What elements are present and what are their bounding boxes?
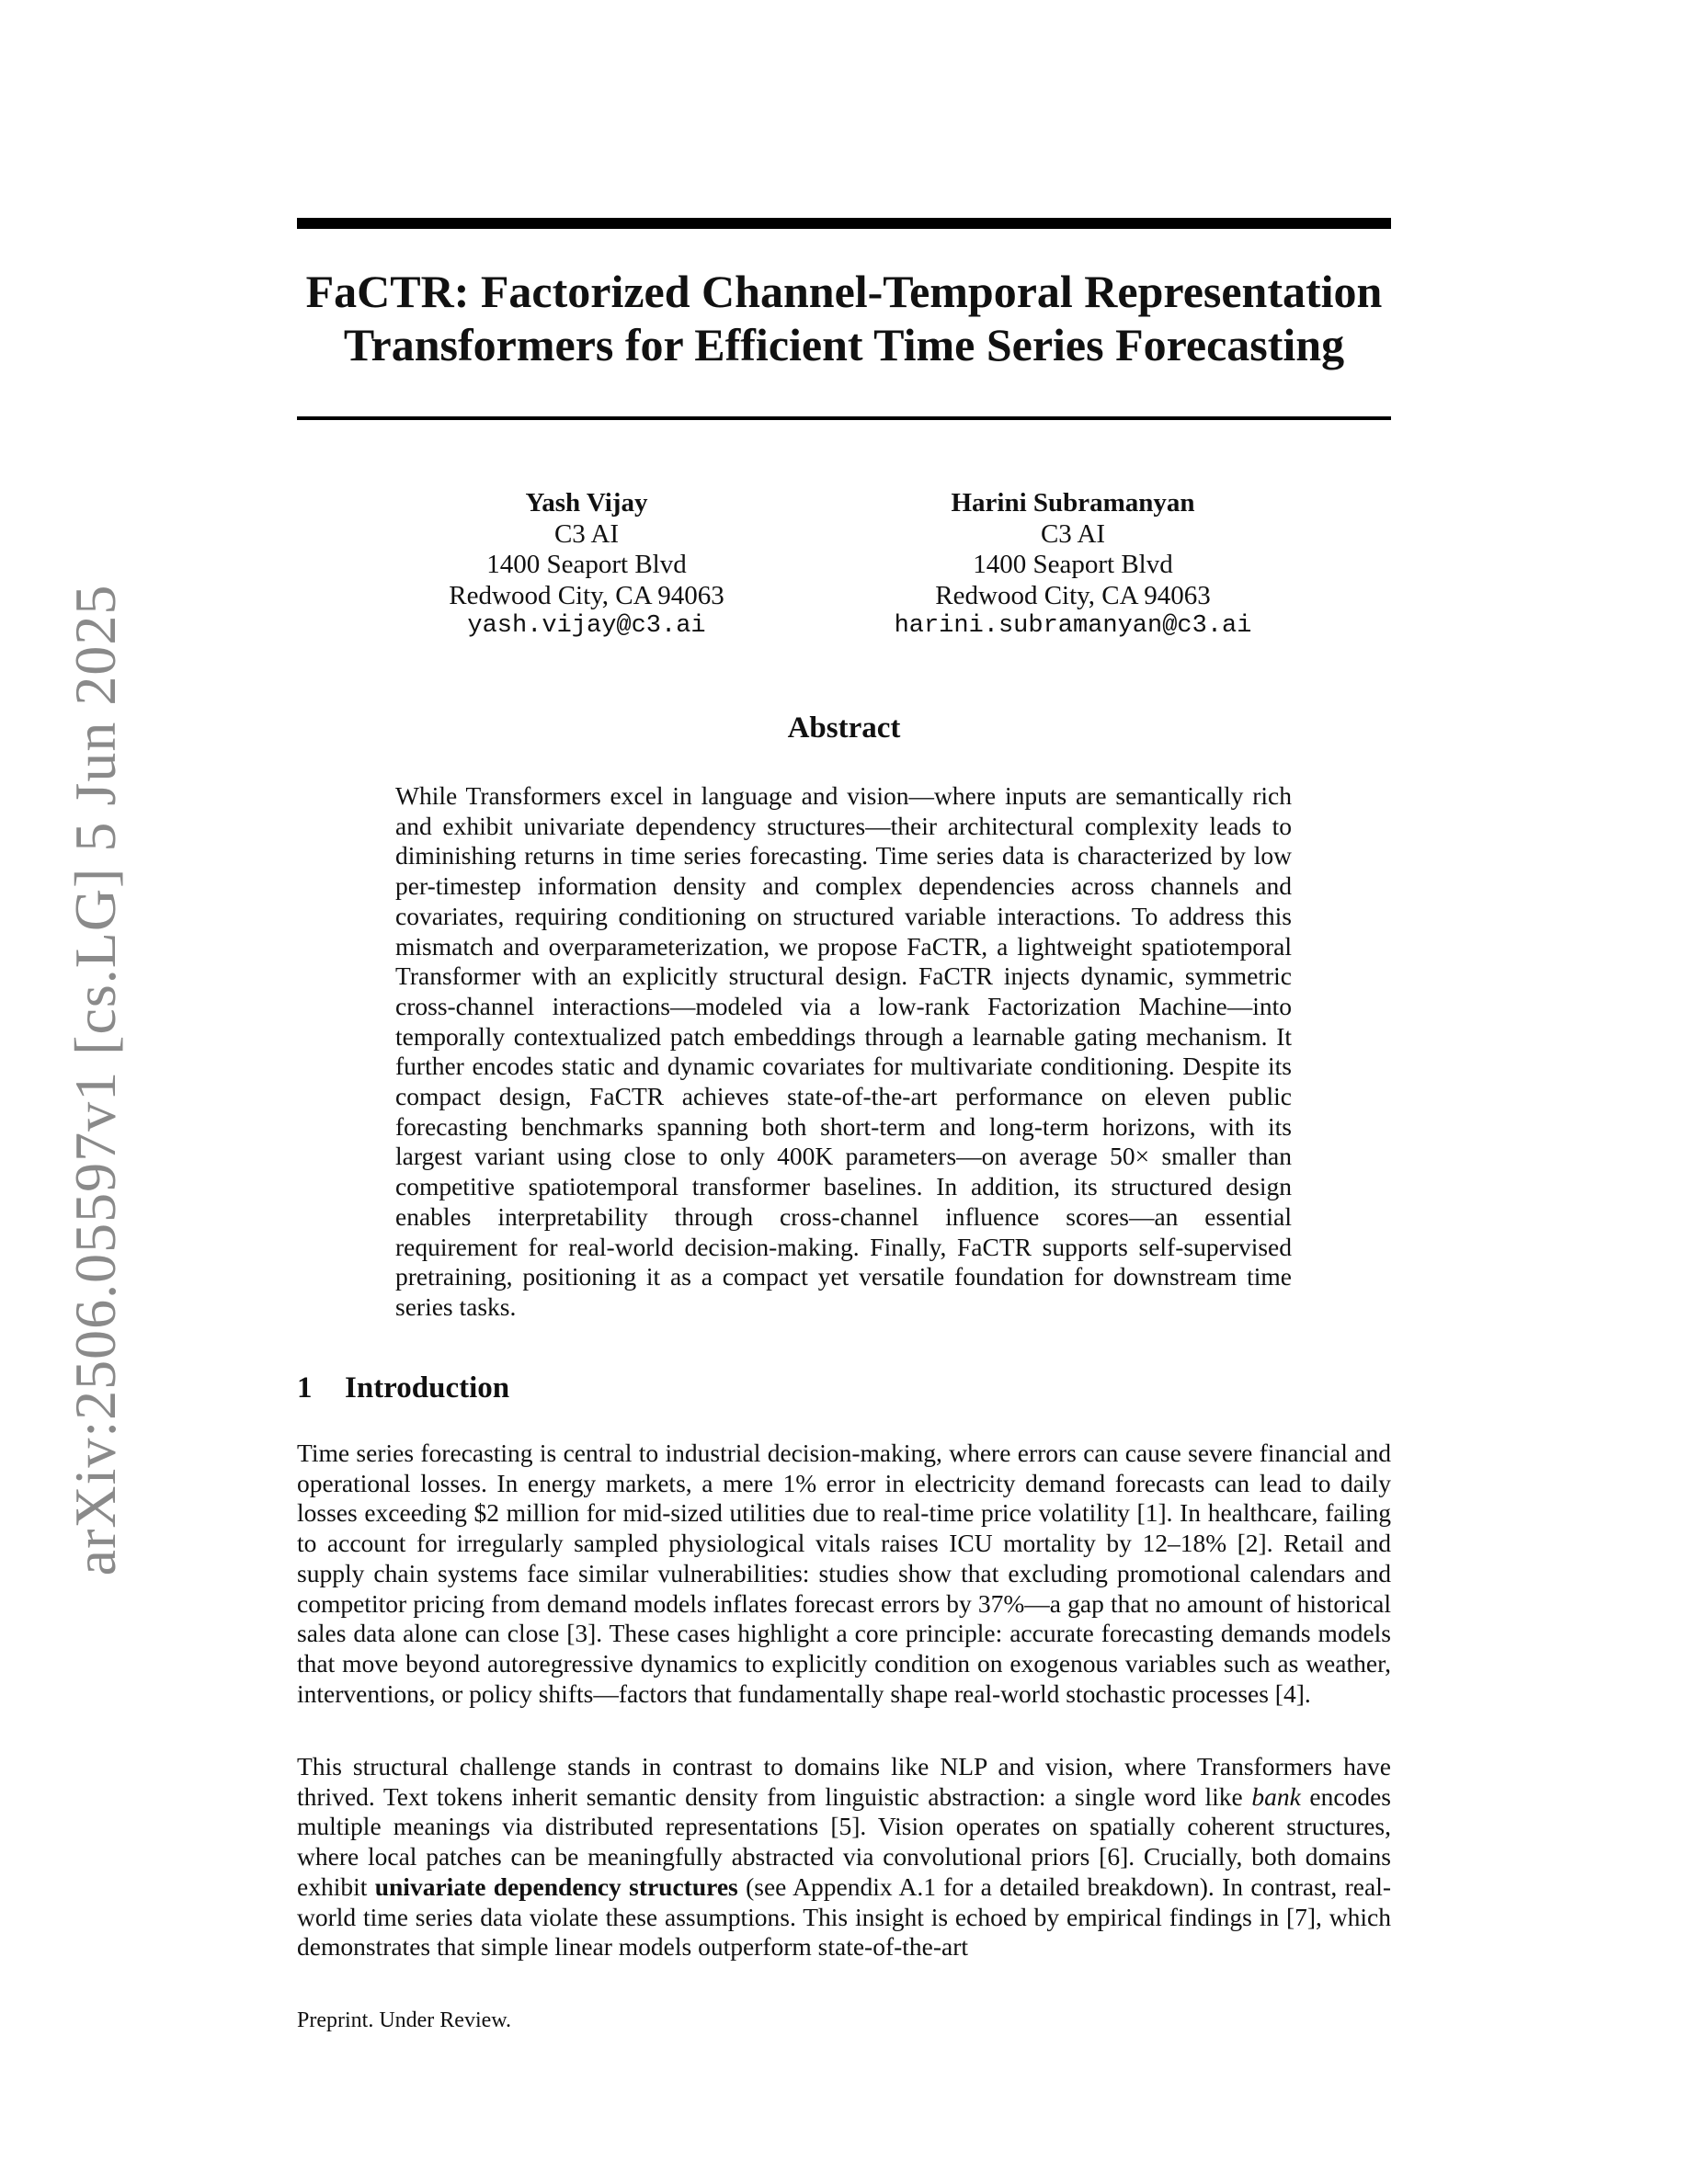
author-name: Harini Subramanyan [951,488,1195,518]
abstract-heading: Abstract [787,711,901,745]
author-name: Yash Vijay [525,488,648,518]
section-heading-introduction [297,1370,509,1406]
author-email: yash.vijay@c3.ai [467,612,706,640]
title-top-rule [297,218,1391,229]
section-number: 1 [297,1371,313,1405]
author-city: Redwood City, CA 94063 [935,580,1211,610]
author-block-1 [375,488,798,643]
para2-emphasis: bank [1251,1781,1301,1811]
preprint-footer: Preprint. Under Review. [297,2008,512,2032]
para2-text-b: encodes multiple meanings via distributed representations [5]. Vision operates on spatially coherent structures, where local patches can be meaningfully abstracted via convolutional priors [6]. Crucially, both domains exhibit [297,1781,1391,1901]
para2-bold: univariate dependency structures [374,1871,738,1901]
author-street: 1400 Seaport Blvd [973,550,1173,579]
author-block-2 [861,488,1284,643]
para2-text-c: (see Appendix A.1 for a detailed breakdown). In contrast, real-world time series data violate these assumptions. This insight is echoed by empirical findings in [7], which demonstrates that simple linear models outperform state-of-the-art [297,1871,1391,1962]
title-line-1: FaCTR: Factorized Channel-Temporal Representation [305,266,1383,317]
title-line-2: Transformers for Efficient Time Series Forecasting [343,319,1345,370]
author-org: C3 AI [1040,518,1106,549]
intro-paragraph-2 [297,1752,1391,1962]
author-city: Redwood City, CA 94063 [449,580,724,610]
para2-text-a: This structural challenge stands in contrast to domains like NLP and vision, where Transformers have thrived. Text tokens inherit semantic density from linguistic abstraction: a single word like [297,1752,1391,1811]
abstract-text: While Transformers excel in language and vision—where inputs are semantically rich and exhibit univariate dependency structures—their architectural complexity leads to diminishing returns in time series forecasting. Time series data is characterized by low per-timestep information density and complex dependencies across channels and covariates, requiring conditioning on structured variable interactions. To address this mismatch and overparameterization, we propose FaCTR, a lightweight spatiotemporal Transformer with an explicitly structural design. FaCTR injects dynamic, symmetric cross-channel interactions—modeled via a low-rank Factorization Machine—into temporally contextualized patch embeddings through a learnable gating mechanism. It further encodes static and dynamic covariates for multivariate conditioning. Despite its compact design, FaCTR achieves state-of-the-art performance on eleven public forecasting benchmarks spanning both short-term and long-term horizons, with its largest variant using close to only 400K parameters—on average 50× smaller than competitive spatiotemporal transformer baselines. In addition, its structured design enables interpretability through cross-channel influence scores—an essential requirement for real-world decision-making. Finally, FaCTR supports self-supervised pretraining, positioning it as a compact yet versatile foundation for downstream time series tasks. [395,781,1292,1321]
section-title: Introduction [345,1371,510,1405]
intro-paragraph-1: Time series forecasting is central to industrial decision-making, where errors can cause severe financial and operational losses. In energy markets, a mere 1% error in electricity demand forecasts can lead to daily losses exceeding $2 million for mid-sized utilities due to real-time price volatility [1]. In healthcare, failing to account for irregularly sampled physiological vitals raises ICU mortality by 12–18% [2]. Retail and supply chain systems face similar vulnerabilities: studies show that excluding promotional calendars and competitor pricing from demand models inflates forecast errors by 37%—a gap that no amount of historical sales data alone can close [3]. These cases highlight a core principle: accurate forecasting demands models that move beyond autoregressive dynamics to explicitly condition on exogenous variables such as weather, interventions, or policy shifts—factors that fundamentally shape real-world stochastic processes [4]. [297,1439,1391,1708]
author-email: harini.subramanyan@c3.ai [894,612,1252,640]
author-org: C3 AI [553,518,620,549]
arxiv-identifier-stamp: arXiv:2506.05597v1 [cs.LG] 5 Jun 2025 [63,584,128,1576]
title-bottom-rule [297,416,1391,420]
paper-title [297,265,1391,371]
author-street: 1400 Seaport Blvd [486,550,687,579]
